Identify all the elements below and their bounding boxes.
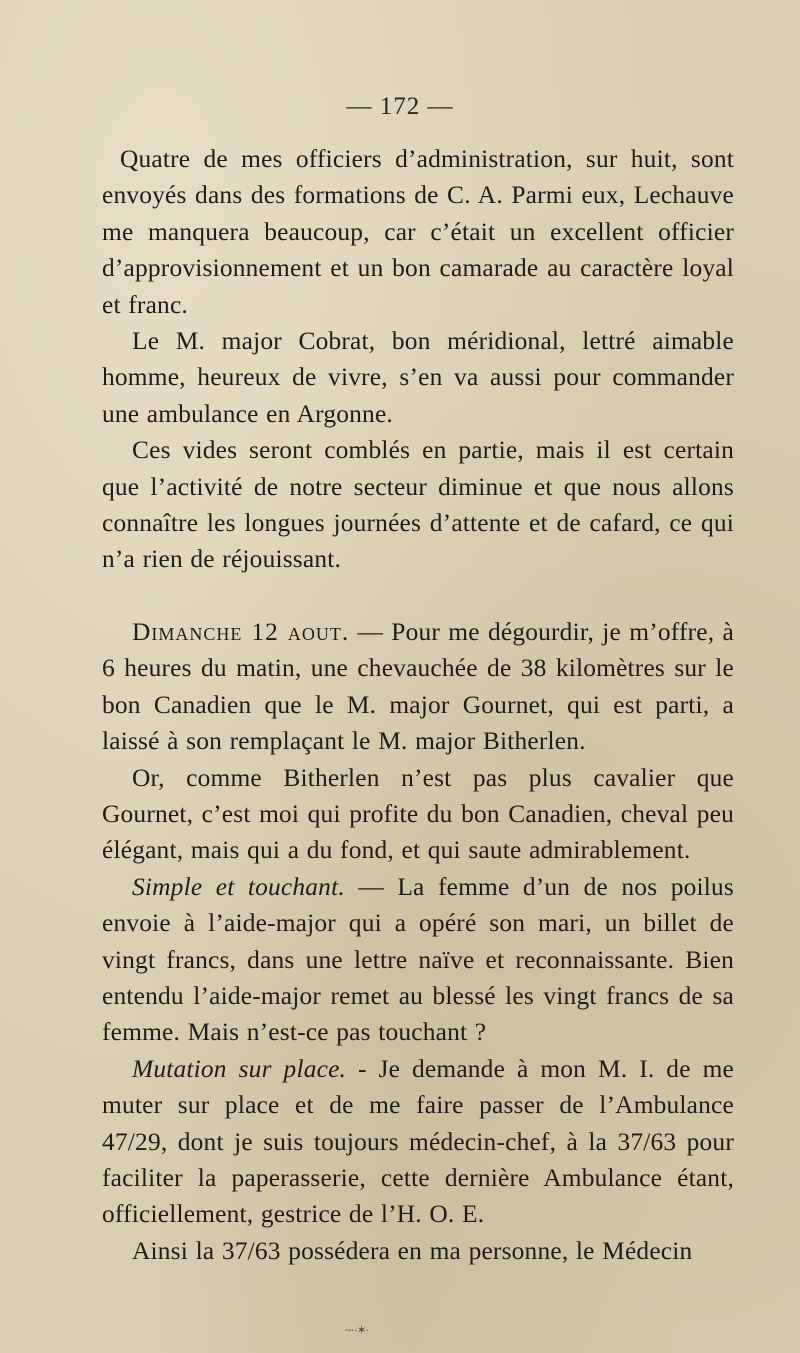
paragraph xyxy=(102,614,734,760)
paragraph: Quatre de mes officiers d’administration, sur huit, sont envoyés dans des formations de C. A. Parmi eux, Lechauve me manquera beaucoup, car c’était un excellent officier d’approvisionnement et un bon camarade au caractère loyal et franc. xyxy=(102,145,734,319)
paragraph: Or, comme Bitherlen n’est pas plus cavalier que Gournet, c’est moi qui profite du bon Canadien, cheval peu élégant, mais qui a du fond, et qui saute admirablement. xyxy=(102,763,734,865)
paragraph-text: — La femme d’un de nos poilus envoie à l’aide-major qui a opéré son mari, un billet de vingt francs, dans une lettre naïve et reconnaissante. Bien entendu l’aide-major remet au blessé les vingt francs de sa femme. Mais n’est-ce pas touchant ? xyxy=(102,872,734,1047)
printer-mark: ~··✶· xyxy=(345,1323,369,1337)
paragraph: Ces vides seront comblés en partie, mais il est certain que l’activité de notre secteur diminue et que nous allons connaître les longues journées d’attente et de cafard, ce qui n’a rien de réjouissant. xyxy=(102,436,734,574)
paragraph xyxy=(102,869,734,1051)
paragraph-text: — Pour me dégourdir, je m’offre, à 6 heures du matin, une chevauchée de 38 kilomètres sur le bon Canadien que le M. major Gournet, qui est parti, a laissé à son remplaçant le M. major Bitherlen. xyxy=(102,617,735,756)
body-text xyxy=(102,141,734,1269)
section-heading: Mutation sur place. xyxy=(132,1054,347,1083)
paragraph xyxy=(102,1051,734,1233)
paragraph: Ainsi la 37/63 possédera en ma personne, le Médecin xyxy=(132,1236,693,1265)
section-heading: Simple et touchant. xyxy=(132,872,345,901)
section-heading: Dimanche 12 aout. xyxy=(132,617,350,646)
page-number: — 172 — xyxy=(346,93,454,120)
paragraph: Le M. major Cobrat, bon méridional, lettré aimable homme, heureux de vivre, s’en va aussi pour commander une ambulance en Argonne. xyxy=(102,327,734,428)
paragraph-text: - Je demande à mon M. I. de me muter sur place et de me faire passer de l’Ambulance 47/29, dont je suis toujours médecin-chef, à la 37/63 pour faciliter la paperasserie, cette dernière Ambulance étant, officiellement, gestrice de l’H. O. E. xyxy=(102,1054,734,1229)
